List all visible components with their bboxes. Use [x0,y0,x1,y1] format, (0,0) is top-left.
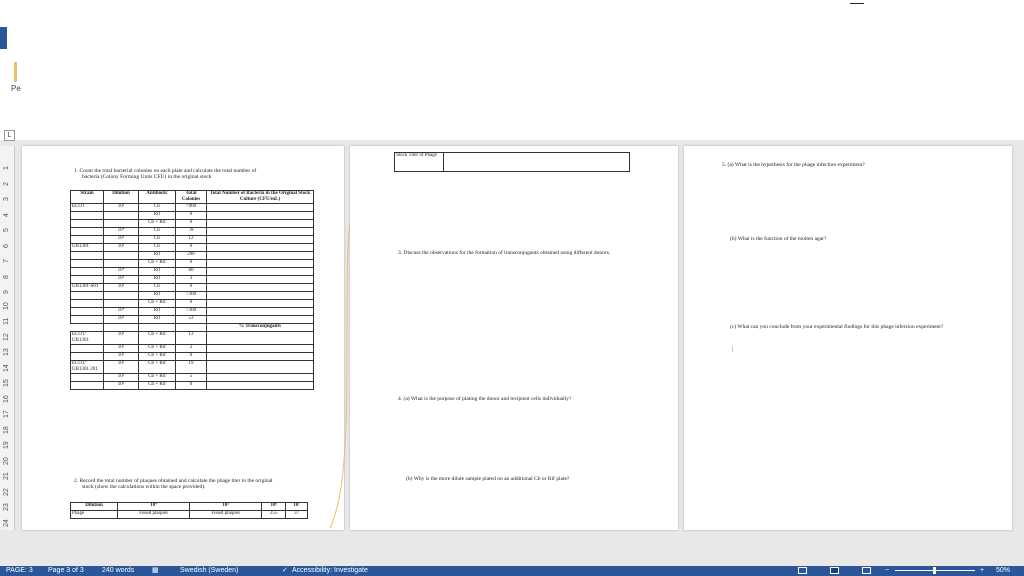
strain-cell [71,228,104,236]
ruler-mark: 1 [3,166,10,170]
antibiotic-cell: Cb [139,228,176,236]
table-row [71,220,314,228]
page-count[interactable]: Page 3 of 3 [48,567,84,574]
strain-cell: UB1301-S01 [71,284,104,292]
highlight-marker [14,62,17,82]
table-row [71,244,314,252]
total-bacteria-cell[interactable] [207,353,314,361]
ruler-mark: 23 [3,503,10,511]
question-4a-text: 4. (a) What is the purpose of plating the donor and recipient cells individually? [398,396,572,402]
total-bacteria-cell[interactable] [207,382,314,390]
ruler-mark: 12 [3,332,10,341]
tab-selector-button[interactable]: L [4,130,15,141]
antibiotic-cell: Rif [139,252,176,260]
ruler-mark: 10 [3,301,10,310]
total-bacteria-cell[interactable] [207,308,314,316]
dilution-cell: 10² [104,374,139,382]
table-header: Strain [71,191,104,204]
antibiotic-cell: Cb + Rif [139,300,176,308]
colony-table-body [71,204,314,324]
dilution-cell: 10¹ [104,361,139,374]
colony-count-table [70,190,314,390]
table-row [71,260,314,268]
dilution-cell: 10² [104,204,139,212]
colonies-cell: 13 [176,332,207,345]
total-bacteria-cell[interactable] [207,228,314,236]
proofing-icon[interactable]: ▦ [152,567,159,574]
document-page-1[interactable] [22,146,344,530]
colonies-cell: 0 [176,244,207,252]
phage-cell: Fused plaques [117,511,189,519]
table-row [71,268,314,276]
question-5a-text: 5. (a) What is the hypothesis for the phage infection experiment? [722,162,865,168]
strain-cell: ECO1/ UB1301 [71,332,104,345]
accessibility-icon[interactable]: ✓ [282,567,288,574]
status-bar [0,566,1024,576]
colonies-cell: 19 [176,361,207,374]
question-5b-text: (b) What is the function of the molten agar? [730,236,827,242]
antibiotic-cell: Rif [139,292,176,300]
ruler-mark: 3 [3,197,10,201]
ruler-mark: 21 [3,472,10,480]
ruler-mark: 14 [3,363,10,372]
web-layout-button[interactable] [862,567,871,574]
total-bacteria-cell[interactable] [207,284,314,292]
table-row [71,353,314,361]
table-row [71,382,314,390]
antibiotic-cell: Cb + Rif [139,353,176,361]
stock-titer-label: Stock Titer of Phage [395,153,444,172]
dilution-cell: 10⁵ [104,316,139,324]
antibiotic-cell: Cb + Rif [139,260,176,268]
colonies-cell: 5 [176,374,207,382]
phage-header: 10⁷ [286,503,308,511]
colonies-cell: 0 [176,284,207,292]
phage-header: 10⁵ [190,503,262,511]
strain-cell [71,236,104,244]
dilution-cell: 10⁴ [104,268,139,276]
zoom-level[interactable]: 50% [996,567,1011,574]
antibiotic-cell: Rif [139,316,176,324]
ruler-mark: 11 [3,317,10,325]
phage-cell: Phage [71,511,118,519]
colonies-cell: 53 [176,316,207,324]
ruler-mark: 2 [3,181,10,186]
dilution-cell [104,212,139,220]
dilution-cell: 10² [104,284,139,292]
nav-pane-tab[interactable] [0,27,7,49]
dilution-cell: 10⁵ [104,276,139,284]
insertion-caret [732,346,733,352]
colonies-cell: 80 [176,268,207,276]
page-indicator[interactable]: PAGE: 3 [6,567,33,574]
stock-titer-box [394,152,630,172]
table-row [71,316,314,324]
antibiotic-cell: Cb [139,244,176,252]
dilution-cell: 10⁴ [104,308,139,316]
transconjugant-header-row [71,324,314,332]
transconjugants-header: % Transconjugants [207,324,314,332]
ruler-mark: 8 [3,274,10,279]
table-row [71,236,314,244]
ruler-mark: 6 [3,243,10,248]
ruler-mark: 19 [3,441,10,449]
partial-text: Pe [11,84,21,93]
colonies-cell: 0 [176,353,207,361]
ruler-mark: 13 [3,348,10,356]
antibiotic-cell: Cb + Rif [139,382,176,390]
question-2-text: 2. Record the total number of plaques obtained and calculate the phage titer in the original [74,478,273,484]
dilution-cell: 10¹ [104,332,139,345]
strain-cell [71,220,104,228]
dilution-cell: 10³ [104,382,139,390]
ruler-mark: 5 [3,228,10,232]
read-mode-button[interactable] [798,567,807,574]
antibiotic-cell: Cb + Rif [139,374,176,382]
total-bacteria-cell[interactable] [207,268,314,276]
table-header: Total Number of Bacteria in the Original Stock Culture (CFU/mL) [207,191,314,204]
table-header: Antibiotic [139,191,176,204]
strain-cell [71,276,104,284]
colonies-cell: 0 [176,260,207,268]
antibiotic-cell: Rif [139,276,176,284]
transconjugant-table-body [71,332,314,390]
antibiotic-cell: Cb [139,204,176,212]
total-bacteria-cell[interactable] [207,204,314,212]
question-3-text: 3. Discuss the observations for the formation of transconjugants obtained using different donors. [398,250,611,256]
colonies-cell: 0 [176,212,207,220]
table-header: Dilution [104,191,139,204]
total-bacteria-cell[interactable] [207,276,314,284]
dilution-cell: 10³ [104,353,139,361]
question-5c-text: (c) What can you conclude from your experimental findings for this phage infection experiment? [730,324,944,330]
total-bacteria-cell[interactable] [207,300,314,308]
strain-cell: ECO1/ UB1301 201 [71,361,104,374]
total-bacteria-cell[interactable] [207,220,314,228]
total-bacteria-cell[interactable] [207,236,314,244]
ruler-mark: 22 [3,487,10,496]
dilution-cell [104,260,139,268]
zoom-in-button[interactable]: + [980,567,985,574]
table-row [71,332,314,345]
table-row [71,361,314,374]
text-cursor [850,3,864,4]
colonies-cell: >300 [176,308,207,316]
ruler-mark: 16 [3,394,10,403]
total-bacteria-cell[interactable] [207,361,314,374]
strain-cell [71,353,104,361]
total-bacteria-cell[interactable] [207,292,314,300]
ruler-mark: 24 [3,518,10,527]
total-bacteria-cell[interactable] [207,252,314,260]
ruler-mark: 7 [3,259,10,263]
zoom-slider-knob[interactable] [933,567,936,574]
colonies-cell: 0 [176,300,207,308]
ruler-mark: 18 [3,425,10,434]
antibiotic-cell: Cb + Rif [139,361,176,374]
strain-cell [71,212,104,220]
strain-cell: ECO1 [71,204,104,212]
colonies-cell: 0 [176,382,207,390]
vertical-ruler[interactable] [0,146,15,530]
colonies-cell: >300 [176,292,207,300]
strain-cell [71,374,104,382]
total-bacteria-cell[interactable] [207,212,314,220]
dilution-cell: 10⁵ [104,236,139,244]
question-1-text: 1. Count the total bacterial colonies on each plate and calculate the total number of [74,168,257,174]
dilution-cell: 10² [104,345,139,353]
table-row [71,252,314,260]
document-top-area [0,0,1024,140]
table-header: Total Colonies [176,191,207,204]
total-bacteria-cell[interactable] [207,332,314,345]
dilution-cell: 10² [104,244,139,252]
phage-cell: 37 [286,511,308,519]
total-bacteria-cell[interactable] [207,345,314,353]
antibiotic-cell: Rif [139,268,176,276]
table-row [71,374,314,382]
strain-cell [71,292,104,300]
antibiotic-cell: Cb [139,284,176,292]
table-row [71,345,314,353]
strain-cell [71,268,104,276]
colonies-cell: 78 [176,228,207,236]
ruler-mark: 9 [3,290,10,294]
strain-cell [71,252,104,260]
antibiotic-cell: Rif [139,212,176,220]
colonies-cell: 3 [176,276,207,284]
dilution-cell [104,252,139,260]
print-layout-button[interactable] [830,567,839,574]
document-page-3[interactable] [684,146,1012,530]
zoom-out-button[interactable]: − [885,567,890,574]
ruler-mark: 15 [3,379,10,387]
total-bacteria-cell[interactable] [207,244,314,252]
ruler-mark: 20 [3,456,10,465]
dilution-cell [104,220,139,228]
question-2-text-cont: stock (show the calculations within the space provided). [82,484,206,490]
total-bacteria-cell[interactable] [207,316,314,324]
phage-data-row [71,511,308,519]
strain-cell: UB1301 [71,244,104,252]
table-row [71,300,314,308]
colonies-cell: 296 [176,252,207,260]
table-row [71,284,314,292]
colonies-cell: 12 [176,236,207,244]
table-row [71,276,314,284]
strain-cell [71,260,104,268]
table-row [71,212,314,220]
phage-cell: Fused plaques [190,511,262,519]
antibiotic-cell: Rif [139,308,176,316]
strain-cell [71,300,104,308]
dilution-cell: 10⁴ [104,228,139,236]
word-count[interactable]: 240 words [102,567,135,574]
dilution-cell [104,292,139,300]
strain-cell [71,316,104,324]
question-1-text-cont: bacteria (Colony Forming Units CFU) in the original stock [82,174,212,180]
document-page-2[interactable] [350,146,678,530]
dilution-cell [104,300,139,308]
total-bacteria-cell[interactable] [207,374,314,382]
colonies-cell: 2 [176,345,207,353]
table-row [71,228,314,236]
accessibility-status[interactable]: Accessibility: Investigate [292,567,368,574]
strain-cell [71,382,104,390]
phage-cell: 255 [262,511,286,519]
phage-header: 10⁴ [117,503,189,511]
stock-titer-value[interactable] [444,153,630,172]
table-row [71,308,314,316]
table-row [71,204,314,212]
table-header-row [71,191,314,204]
language-indicator[interactable]: Swedish (Sweden) [180,567,239,574]
colonies-cell: >900 [176,204,207,212]
phage-plaque-table [70,502,308,519]
ruler-mark: 17 [3,410,10,418]
antibiotic-cell: Cb [139,236,176,244]
question-4b-text: (b) Why is the more dilute sample plated on an additional Cb or Rif plate? [406,476,570,482]
phage-header-row [71,503,308,511]
antibiotic-cell: Cb + Rif [139,332,176,345]
colonies-cell: 0 [176,220,207,228]
strain-cell [71,308,104,316]
table-row [71,292,314,300]
ruler-mark: 4 [3,212,10,217]
strain-cell [71,345,104,353]
antibiotic-cell: Cb + Rif [139,345,176,353]
total-bacteria-cell[interactable] [207,260,314,268]
phage-header: Dilution [71,503,118,511]
phage-header: 10⁶ [262,503,286,511]
antibiotic-cell: Cb + Rif [139,220,176,228]
